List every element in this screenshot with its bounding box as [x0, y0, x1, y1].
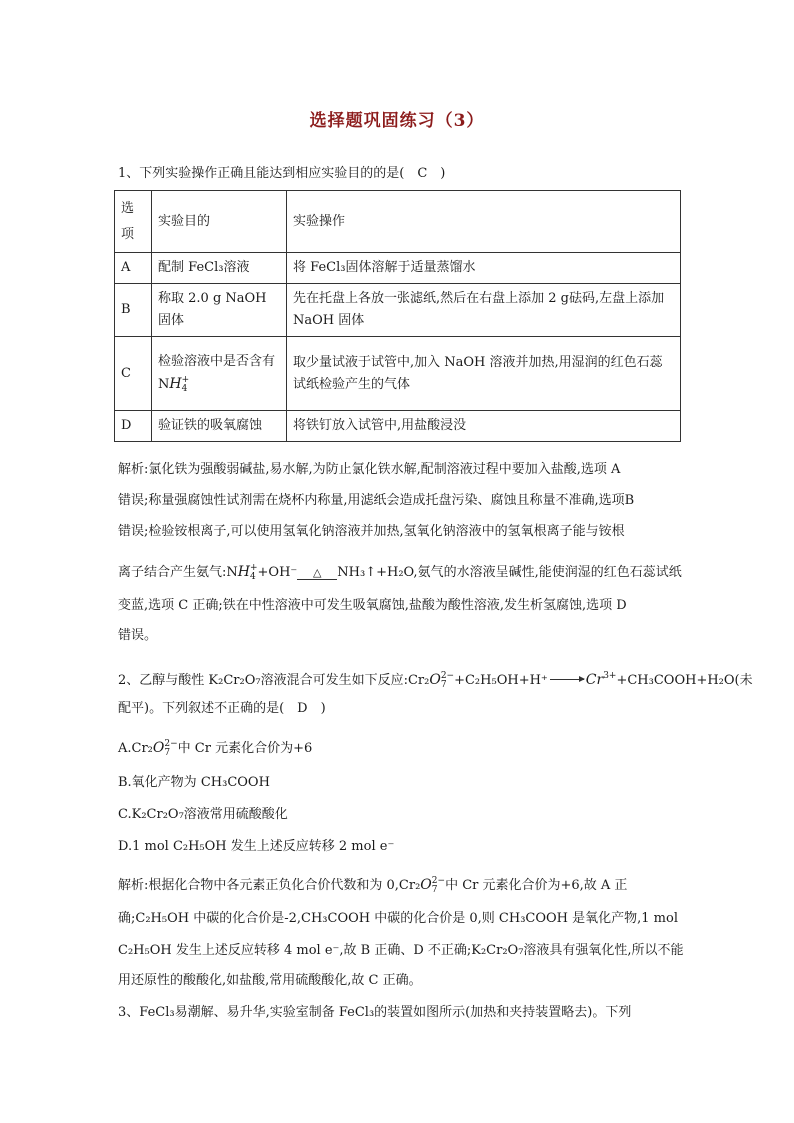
ion-sub: 7	[440, 679, 447, 690]
ion-charge	[182, 376, 190, 394]
ion-symbol: Cr	[585, 672, 604, 688]
q1-analysis-line: 错误;检验铵根离子,可以使用氢氧化钠溶液并加热,氢氧化钠溶液中的氢氧根离子能与铵根	[118, 524, 625, 539]
analysis-text: 解析:根据化合物中各元素正负化合价代数和为 0,Cr₂	[118, 878, 421, 893]
q1-analysis-equation	[118, 562, 682, 583]
row-option: C	[115, 337, 152, 411]
stem-part: 2、乙醇与酸性 K₂Cr₂O₇溶液混合可发生如下反应:Cr₂	[118, 673, 430, 688]
q3-stem: 3、FeCl₃易潮解、易升华,实验室制备 FeCl₃的装置如图所示(加热和夹持装置略去)。下列	[118, 1005, 632, 1020]
ion-sup: 2−	[440, 670, 455, 681]
row-operation: 将 FeCl₃固体溶解于适量蒸馏水	[287, 253, 681, 284]
row-goal: 称取 2.0 g NaOH 固体	[152, 284, 287, 337]
row-option: A	[115, 253, 152, 284]
row-goal: 验证铁的吸氧腐蚀	[152, 411, 287, 442]
q2-option-a	[118, 738, 678, 759]
stem-part: +C₂H₅OH+H⁺	[454, 673, 548, 688]
row-goal: 配制 FeCl₃溶液	[152, 253, 287, 284]
ion-symbol: O	[420, 877, 432, 893]
q1-analysis-line: 解析:氯化铁为强酸弱碱盐,易水解,为防止氯化铁水解,配制溶液过程中要加入盐酸,选项 A	[118, 462, 621, 477]
ion-sub: 7	[164, 747, 171, 758]
ion-sup: 3+	[603, 671, 617, 681]
q2-analysis-line	[118, 875, 678, 896]
ion-sup: +	[181, 374, 190, 385]
ion-charge	[441, 672, 454, 690]
row-goal	[152, 337, 287, 411]
goal-text: 检验溶液中是否含有 N	[158, 354, 276, 392]
q1-options-table	[114, 190, 681, 442]
option-text: A.Cr₂	[118, 741, 153, 756]
reaction-bar	[297, 579, 337, 580]
row-option: B	[115, 284, 152, 337]
eq-mid: +OH⁻	[257, 565, 298, 580]
stem-part: +CH₃COOH+H₂O(未	[616, 673, 753, 688]
header-operation: 实验操作	[287, 191, 681, 253]
q2-analysis-line: 确;C₂H₅OH 中碳的化合价是-2,CH₃COOH 中碳的化合价是 0,则 CH₃COOH 是氧化产物,1 mol	[118, 911, 678, 926]
reaction-arrow	[550, 679, 584, 680]
table-row	[115, 284, 681, 337]
q2-option-c: C.K₂Cr₂O₇溶液常用硫酸酸化	[118, 807, 288, 822]
header-goal: 实验目的	[152, 191, 287, 253]
heat-arrow	[297, 568, 337, 580]
ion-symbol: O	[429, 672, 441, 688]
q2-option-b: B.氧化产物为 CH₃COOH	[118, 775, 270, 790]
ion-sub: 4	[181, 383, 188, 394]
table-row	[115, 411, 681, 442]
ion-sup: +	[249, 562, 258, 573]
table-row	[115, 337, 681, 411]
row-option: D	[115, 411, 152, 442]
row-operation: 将铁钉放入试管中,用盐酸浸没	[287, 411, 681, 442]
ion-sub: 7	[431, 884, 438, 895]
q2-stem	[118, 666, 753, 691]
header-option-label: 选项	[121, 200, 135, 242]
ion-symbol: H	[237, 564, 250, 580]
heat-symbol: △	[313, 566, 322, 579]
header-option	[115, 191, 152, 253]
q2-option-d: D.1 mol C₂H₅OH 发生上述反应转移 2 mol e⁻	[118, 839, 395, 854]
row-operation: 取少量试液于试管中,加入 NaOH 溶液并加热,用湿润的红色石蕊试纸检验产生的气体	[287, 337, 681, 411]
ion-symbol: O	[152, 740, 165, 756]
q1-analysis-line: 错误;称量强腐蚀性试剂需在烧杯内称量,用滤纸会造成托盘污染、腐蚀且称量不准确,选项B	[118, 493, 635, 508]
q1-stem: 1、下列实验操作正确且能达到相应实验目的的是( C )	[118, 166, 446, 181]
ion-sub: 4	[249, 571, 256, 582]
eq-prefix: 离子结合产生氨气:N	[118, 565, 238, 580]
ion-symbol: H	[169, 376, 182, 392]
q1-analysis-line: 错误。	[118, 628, 158, 643]
table-header-row	[115, 191, 681, 253]
ion-charge	[164, 740, 177, 758]
table-row	[115, 253, 681, 284]
ion-sup: 2−	[164, 738, 178, 749]
page-title: 选择题巩固练习（3）	[309, 111, 485, 131]
ion-sup: 2−	[431, 875, 446, 886]
eq-after: NH₃↑+H₂O,氨气的水溶液呈碱性,能使润湿的红色石蕊试纸	[337, 565, 682, 580]
ion-charge	[432, 877, 445, 895]
q2-analysis-line: 用还原性的酸酸化,如盐酸,常用硫酸酸化,故 C 正确。	[118, 973, 422, 988]
ion-charge	[250, 564, 258, 582]
row-operation: 先在托盘上各放一张滤纸,然后在右盘上添加 2 g砝码,左盘上添加NaOH 固体	[287, 284, 681, 337]
q2-stem-line2: 配平)。下列叙述不正确的是( D )	[118, 701, 326, 716]
q2-analysis-line: C₂H₅OH 发生上述反应转移 4 mol e⁻,故 B 正确、D 不正确;K₂Cr₂O₇溶液具有强氧化性,所以不能	[118, 943, 684, 958]
analysis-text: 中 Cr 元素化合价为+6,故 A 正	[445, 878, 628, 893]
option-text: 中 Cr 元素化合价为+6	[177, 741, 313, 756]
q1-analysis-line: 变蓝,选项 C 正确;铁在中性溶液中可发生吸氧腐蚀,盐酸为酸性溶液,发生析氢腐蚀,选项 D	[118, 598, 627, 613]
